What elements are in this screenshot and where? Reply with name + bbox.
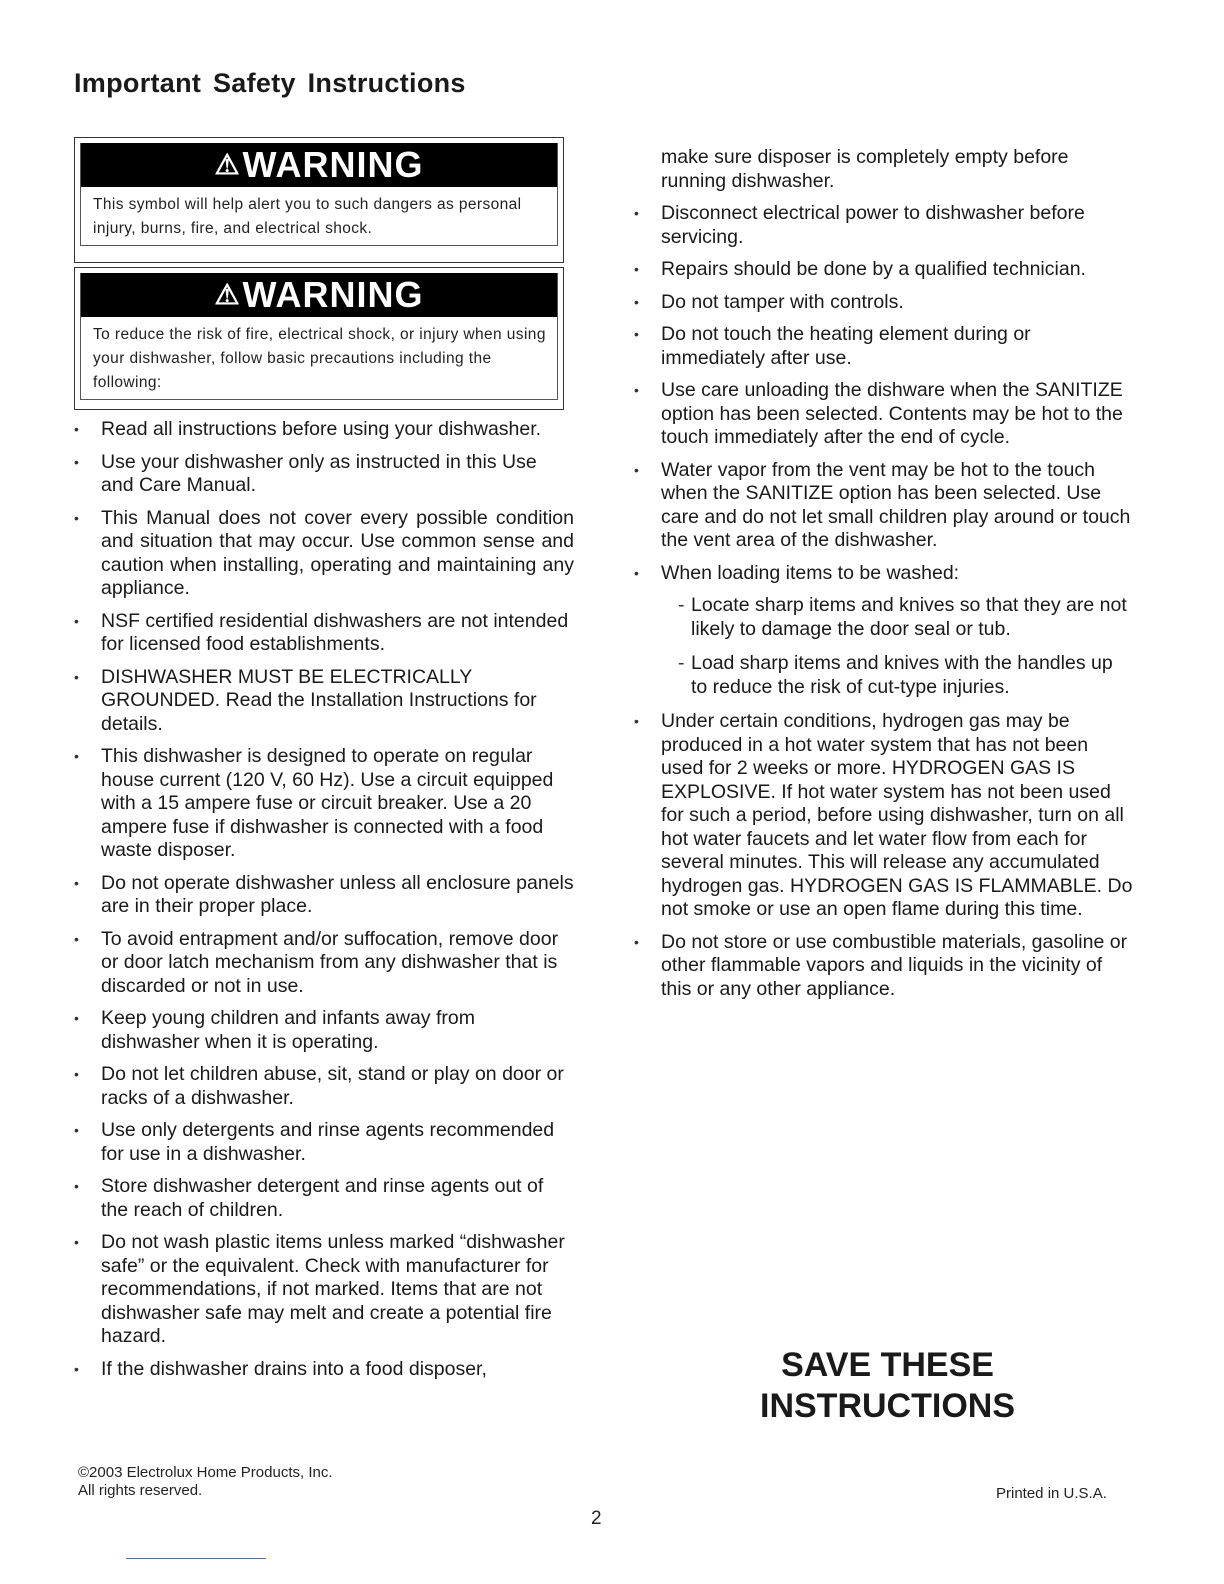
save-line-2: INSTRUCTIONS	[760, 1387, 1015, 1425]
copyright-line-1: ©2003 Electrolux Home Products, Inc.	[78, 1464, 333, 1481]
list-item: • Store dishwasher detergent and rinse agents out of the reach of children.	[74, 1175, 574, 1222]
sub-list-item: - Locate sharp items and knives so that they are not likely to damage the door seal or tub.	[661, 594, 1134, 641]
list-item: • Repairs should be done by a qualified technician.	[634, 258, 1134, 282]
list-item: • Keep young children and infants away from dishwasher when it is operating.	[74, 1007, 574, 1054]
loading-intro: When loading items to be washed:	[661, 561, 960, 584]
sub-list-item: - Load sharp items and knives with the handles up to reduce the risk of cut-type injuries.	[661, 652, 1134, 699]
page-number: 2	[591, 1508, 602, 1529]
list-item-continuation: make sure disposer is completely empty before running dishwasher.	[661, 146, 1069, 192]
list-item: • Do not wash plastic items unless marked “dishwasher safe” or the equivalent. Check with manufacturer for recommendations, if not marked. Items that are not dishwasher safe may melt and create a potential fire hazard.	[74, 1231, 574, 1349]
warning-box	[74, 267, 564, 410]
warning-box	[74, 137, 564, 263]
list-item: • DISHWASHER MUST BE ELECTRICALLY GROUNDED. Read the Installation Instructions for details.	[74, 666, 574, 737]
printed-in: Printed in U.S.A.	[996, 1485, 1107, 1502]
list-item: • Do not store or use combustible materials, gasoline or other flammable vapors and liquids in the vicinity of this or any other appliance.	[634, 931, 1134, 1002]
page-title: Important Safety Instructions	[74, 68, 466, 98]
list-item: • This dishwasher is designed to operate on regular house current (120 V, 60 Hz). Use a circuit equipped with a 15 ampere fuse or circuit breaker. Use a 20 ampere fuse if dishwasher is connected with a food waste disposer.	[74, 745, 574, 863]
list-item: • NSF certified residential dishwashers are not intended for licensed food establishments.	[74, 610, 574, 657]
list-item: • To avoid entrapment and/or suffocation, remove door or door latch mechanism from any dishwasher that is discarded or not in use.	[74, 928, 574, 999]
copyright-line-2: All rights reserved.	[78, 1482, 203, 1499]
list-item	[634, 562, 1134, 700]
list-item: • Use care unloading the dishware when the SANITIZE option has been selected. Contents may be hot to the touch immediately after the end of cycle.	[634, 379, 1134, 450]
warning-triangle-icon: ⚠	[214, 278, 241, 310]
left-column	[74, 418, 574, 1390]
footer-divider	[126, 1558, 266, 1559]
save-instructions-heading	[720, 1345, 1055, 1427]
list-item: • Do not operate dishwasher unless all enclosure panels are in their proper place.	[74, 872, 574, 919]
warning-text: This symbol will help alert you to such dangers as personal injury, burns, fire, and electrical shock.	[93, 196, 522, 237]
warning-triangle-icon: ⚠	[214, 148, 241, 180]
list-item: • Use your dishwasher only as instructed in this Use and Care Manual.	[74, 451, 574, 498]
safety-list	[74, 418, 574, 1381]
warning-banner	[81, 273, 557, 317]
list-item: • Do not tamper with controls.	[634, 291, 1134, 315]
list-item: • Do not touch the heating element during or immediately after use.	[634, 323, 1134, 370]
list-item: • Under certain conditions, hydrogen gas may be produced in a hot water system that has not been used for 2 weeks or more. HYDROGEN GAS IS EXPLOSIVE. If hot water system has not been used for such a period, before using dishwasher, turn on all hot water faucets and let water flow from each for several minutes. This will release any accumulated hydrogen gas. HYDROGEN GAS IS FLAMMABLE. Do not smoke or use an open flame during this time.	[634, 710, 1134, 922]
right-column	[634, 146, 1134, 1010]
list-item: • Read all instructions before using your dishwasher.	[74, 418, 574, 442]
warning-banner	[81, 143, 557, 187]
safety-list	[634, 146, 1134, 1001]
warning-label: WARNING	[242, 144, 424, 185]
list-item: • Disconnect electrical power to dishwasher before servicing.	[634, 202, 1134, 249]
list-item: • If the dishwasher drains into a food disposer,	[74, 1358, 574, 1382]
list-item: • Water vapor from the vent may be hot to the touch when the SANITIZE option has been selected. Use care and do not let small children play around or touch the vent area of the dishwasher.	[634, 459, 1134, 553]
save-line-1: SAVE THESE	[781, 1346, 994, 1384]
warning-text: To reduce the risk of fire, electrical shock, or injury when using your dishwasher, follow basic precautions including the following:	[93, 326, 546, 391]
list-item: • Use only detergents and rinse agents recommended for use in a dishwasher.	[74, 1119, 574, 1166]
copyright	[78, 1464, 333, 1500]
loading-sublist	[661, 594, 1134, 699]
list-item: • This Manual does not cover every possible condition and situation that may occur. Use common sense and caution when installing, operating and maintaining any appliance.	[74, 507, 574, 601]
list-item: • Do not let children abuse, sit, stand or play on door or racks of a dishwasher.	[74, 1063, 574, 1110]
warning-label: WARNING	[242, 274, 424, 315]
